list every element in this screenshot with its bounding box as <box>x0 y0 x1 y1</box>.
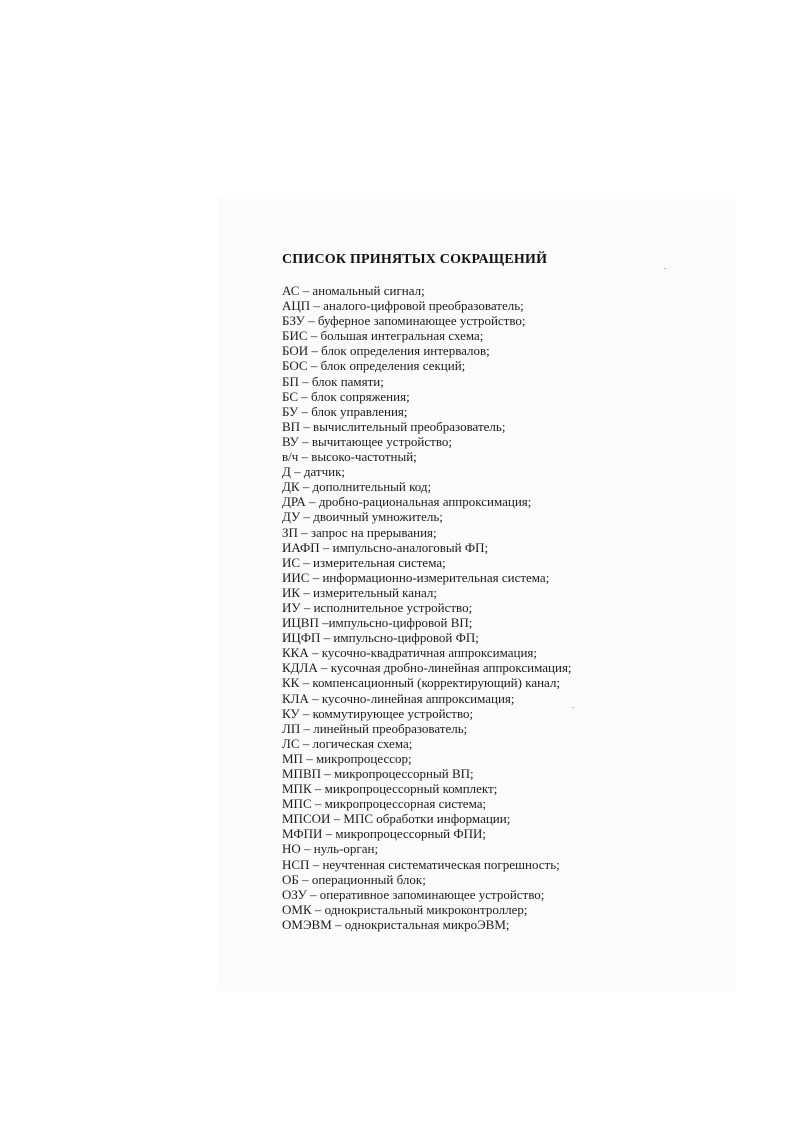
abbreviation-item: ИК – измерительный канал; <box>282 584 438 600</box>
abbreviation-item: МПК – микропроцессорный комплект; <box>282 781 498 797</box>
scan-speck <box>572 707 574 708</box>
abbreviation-item: БОИ – блок определения интервалов; <box>282 343 490 359</box>
abbreviation-item: ИЦВП –импульсно-цифровой ВП; <box>282 615 473 631</box>
abbreviation-item: ККА – кусочно-квадратичная аппроксимация; <box>282 645 537 661</box>
abbreviation-item: БИС – большая интегральная схема; <box>282 328 484 344</box>
abbreviation-item: Д – датчик; <box>282 464 346 480</box>
abbreviation-item: АЦП – аналого-цифровой преобразователь; <box>282 298 524 314</box>
abbreviation-item: в/ч – высоко-частотный; <box>282 449 417 465</box>
abbreviation-item: ОМК – однокристальный микроконтроллер; <box>282 901 528 917</box>
abbreviation-item: ОМЭВМ – однокристальная микроЭВМ; <box>282 916 510 932</box>
abbreviation-item: ВУ – вычитающее устройство; <box>282 433 452 449</box>
abbreviation-item: КДЛА – кусочная дробно-линейная аппроксимация; <box>282 660 572 676</box>
abbreviation-item: ДК – дополнительный код; <box>282 479 432 495</box>
abbreviation-item: КК – компенсационный (корректирующий) канал; <box>282 675 561 691</box>
abbreviation-item: БОС – блок определения секций; <box>282 358 466 374</box>
abbreviation-item: ЛС – логическая схема; <box>282 735 413 751</box>
abbreviation-item: ОЗУ – оперативное запоминающее устройство; <box>282 886 545 902</box>
abbreviation-item: ЗП – запрос на прерывания; <box>282 524 437 540</box>
abbreviation-item: НО – нуль-орган; <box>282 841 379 857</box>
abbreviation-item: КЛА – кусочно-линейная аппроксимация; <box>282 690 515 706</box>
abbreviation-item: ИС – измерительная система; <box>282 554 446 570</box>
abbreviation-item: МПС – микропроцессорная система; <box>282 796 487 812</box>
abbreviation-item: БУ – блок управления; <box>282 403 408 419</box>
abbreviation-item: ИАФП – импульсно-аналоговый ФП; <box>282 539 489 555</box>
abbreviation-item: ИУ – исполнительное устройство; <box>282 599 473 615</box>
abbreviation-item: МПВП – микропроцессорный ВП; <box>282 766 474 781</box>
abbreviation-item: МП – микропроцессор; <box>282 750 412 766</box>
abbreviation-item: БС – блок сопряжения; <box>282 388 410 404</box>
abbreviation-item: ОБ – операционный блок; <box>282 871 426 887</box>
abbreviation-item: ВП – вычислительный преобразователь; <box>282 418 506 434</box>
abbreviation-item: ДРА – дробно-рациональная аппроксимация; <box>282 494 532 510</box>
abbreviation-item: ЛП – линейный преобразователь; <box>282 720 468 736</box>
abbreviation-item: АС – аномальный сигнал; <box>282 283 425 298</box>
scan-speck <box>664 268 666 269</box>
abbreviation-item: МФПИ – микропроцессорный ФПИ; <box>282 826 487 842</box>
abbreviation-item: ИИС – информационно-измерительная система; <box>282 569 550 585</box>
abbreviation-item: ИЦФП – импульсно-цифровой ФП; <box>282 630 479 646</box>
abbreviation-item: БП – блок памяти; <box>282 373 384 389</box>
abbreviation-item: ДУ – двоичный умножитель; <box>282 509 443 525</box>
page-title: СПИСОК ПРИНЯТЫХ СОКРАЩЕНИЙ <box>282 252 548 267</box>
abbreviation-item: БЗУ – буферное запоминающее устройство; <box>282 313 526 329</box>
abbreviation-item: КУ – коммутирующее устройство; <box>282 705 474 721</box>
abbreviation-list <box>282 283 572 932</box>
abbreviation-item: МПСОИ – МПС обработки информации; <box>282 811 511 827</box>
abbreviation-item: НСП – неучтенная систематическая погрешность; <box>282 856 560 872</box>
